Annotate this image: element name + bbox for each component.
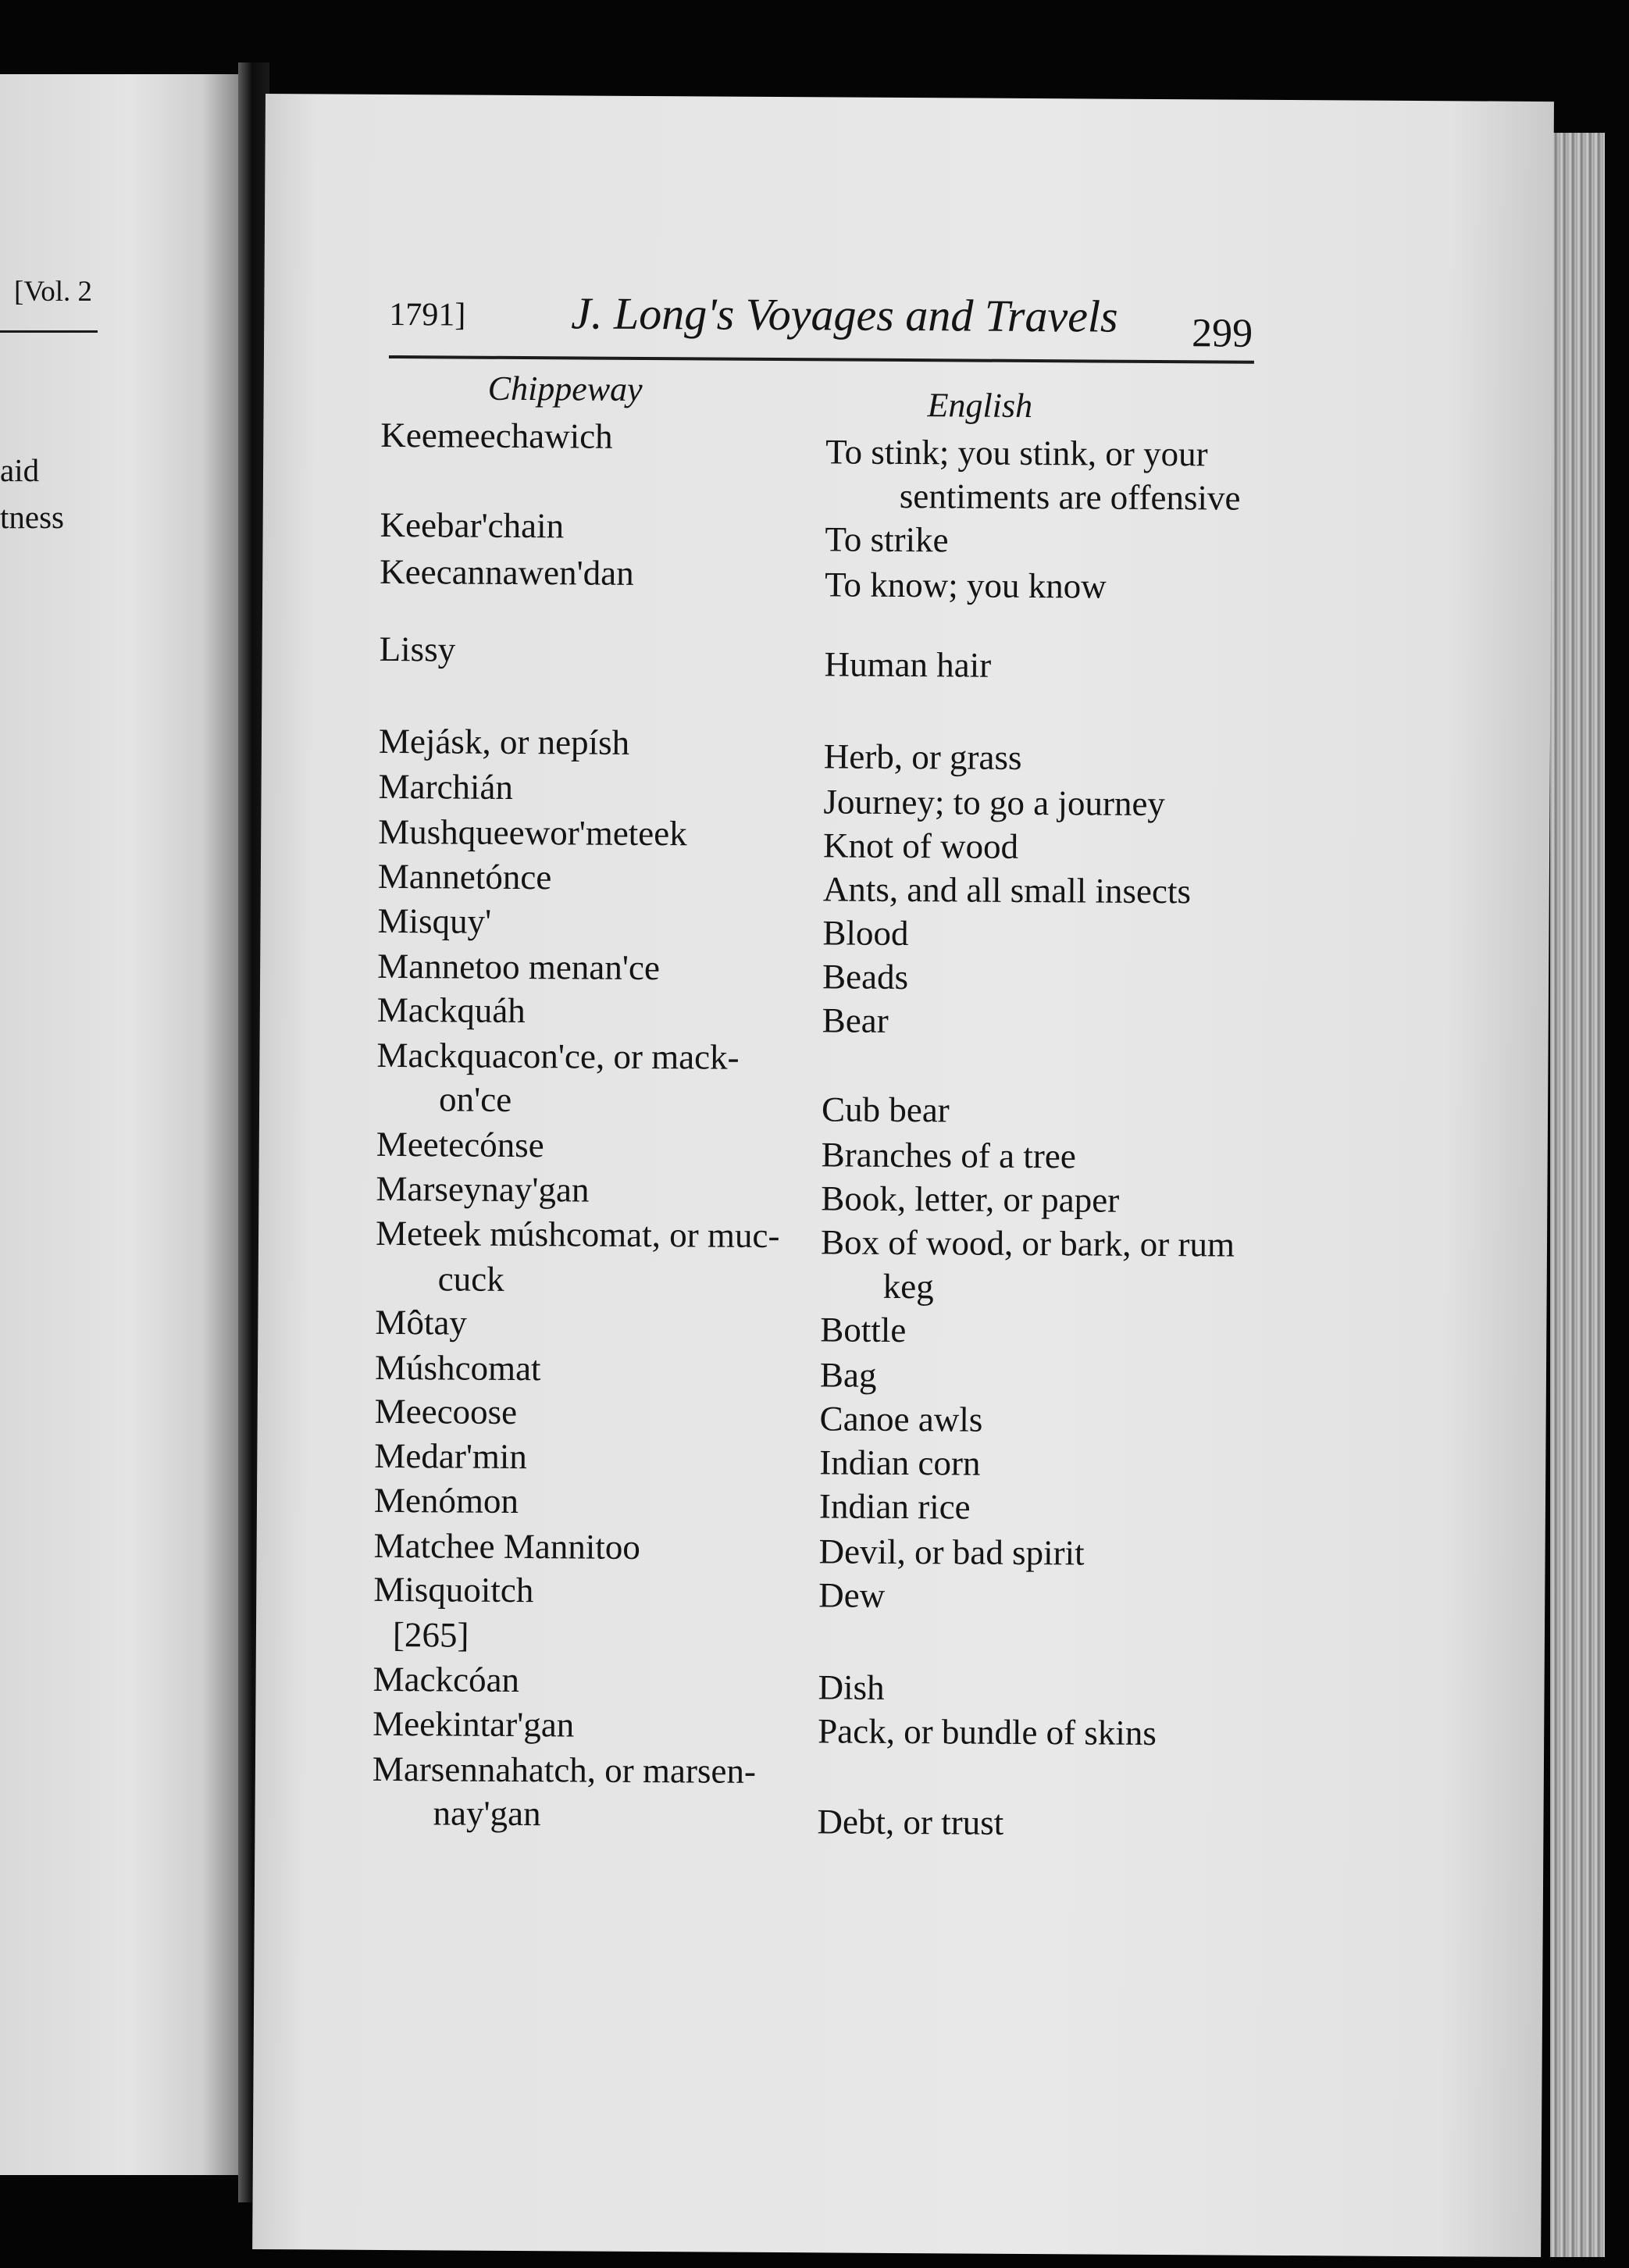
english-meaning: Book, letter, or paper <box>821 1179 1120 1220</box>
english-meaning: Bear <box>822 1000 889 1040</box>
chippeway-term: Mushqueewor'meteek <box>378 811 687 854</box>
english-meaning: Blood <box>822 913 909 954</box>
english-meaning: Bottle <box>820 1310 907 1350</box>
chippeway-term-continuation: on'ce <box>438 1079 512 1119</box>
english-meaning: Dish <box>818 1667 885 1707</box>
english-meaning: Debt, or trust <box>817 1802 1004 1842</box>
english-meaning: Dew <box>818 1575 886 1615</box>
chippeway-term: Meekintar'gan <box>372 1703 575 1745</box>
previous-page <box>0 74 238 2175</box>
previous-page-header: [Vol. 2 <box>14 276 93 308</box>
english-meaning: Journey; to go a journey <box>823 782 1166 824</box>
running-header-year: 1791] <box>389 296 466 333</box>
english-meaning: Knot of wood <box>822 826 1019 866</box>
english-meaning: Branches of a tree <box>821 1135 1076 1176</box>
original-page-marker: [265] <box>392 1615 469 1655</box>
page-edge <box>1550 133 1605 2257</box>
previous-page-text-line: tness <box>0 499 64 535</box>
chippeway-term: Marseynay'gan <box>376 1168 590 1210</box>
english-meaning: Bag <box>819 1355 877 1395</box>
english-meaning: To strike <box>825 519 949 560</box>
running-header-title: J. Long's Voyages and Travels <box>571 287 1118 342</box>
chippeway-term: Mackcóan <box>372 1659 520 1700</box>
chippeway-term: Mackquacon'ce, or mack- <box>376 1035 740 1077</box>
previous-page-text-line: aid <box>0 452 40 488</box>
chippeway-term: Lissy <box>379 629 456 669</box>
chippeway-term: Keemeechawich <box>380 415 613 456</box>
chippeway-term: Keecannawen'dan <box>380 551 634 593</box>
chippeway-term: Misquy' <box>377 900 492 941</box>
chippeway-term: Medar'min <box>374 1435 528 1477</box>
chippeway-term: Múshcomat <box>374 1347 541 1389</box>
chippeway-term: Marsennahatch, or marsen- <box>372 1749 757 1791</box>
english-meaning: To know; you know <box>825 565 1107 606</box>
english-meaning: Box of wood, or bark, or rum <box>820 1222 1235 1264</box>
chippeway-term: Misquoitch <box>373 1569 534 1610</box>
english-meaning: Human hair <box>824 644 992 685</box>
english-meaning-continuation: keg <box>882 1266 934 1307</box>
english-meaning-continuation: sentiments are offensive <box>899 476 1241 518</box>
english-meaning: Herb, or grass <box>823 736 1022 777</box>
chippeway-term-continuation: nay'gan <box>433 1793 541 1834</box>
english-meaning: Cub bear <box>821 1089 950 1130</box>
english-meaning: Pack, or bundle of skins <box>818 1711 1157 1753</box>
english-meaning: Canoe awls <box>819 1399 983 1439</box>
english-meaning: To stink; you stink, or your <box>825 432 1208 474</box>
current-page <box>252 94 1554 2257</box>
chippeway-term: Mackquáh <box>376 990 526 1031</box>
english-meaning: Beads <box>822 957 909 997</box>
chippeway-term: Marchián <box>378 766 514 807</box>
english-meaning: Indian corn <box>819 1442 981 1483</box>
column-header-english: English <box>927 386 1033 426</box>
column-header-chippeway: Chippeway <box>487 369 643 408</box>
english-meaning: Ants, and all small insects <box>822 869 1192 911</box>
english-meaning: Indian rice <box>818 1486 971 1527</box>
chippeway-term: Mannetoo menan'ce <box>377 946 661 988</box>
english-meaning: Devil, or bad spirit <box>818 1532 1085 1573</box>
chippeway-term: Môtay <box>375 1302 468 1343</box>
chippeway-term: Mannetónce <box>377 856 552 897</box>
header-rule <box>389 355 1254 364</box>
chippeway-term: Keebar'chain <box>380 505 565 546</box>
chippeway-term: Meteek múshcomat, or muc- <box>375 1213 780 1256</box>
chippeway-term: Matchee Mannitoo <box>373 1525 640 1567</box>
chippeway-term: Meetecónse <box>376 1124 544 1165</box>
chippeway-term: Menómon <box>373 1480 519 1521</box>
chippeway-term: Mejásk, or nepísh <box>378 721 630 762</box>
previous-page-header-rule <box>0 330 98 333</box>
chippeway-term-continuation: cuck <box>437 1259 504 1299</box>
page-number: 299 <box>1191 311 1253 356</box>
chippeway-term: Meecoose <box>374 1391 518 1432</box>
